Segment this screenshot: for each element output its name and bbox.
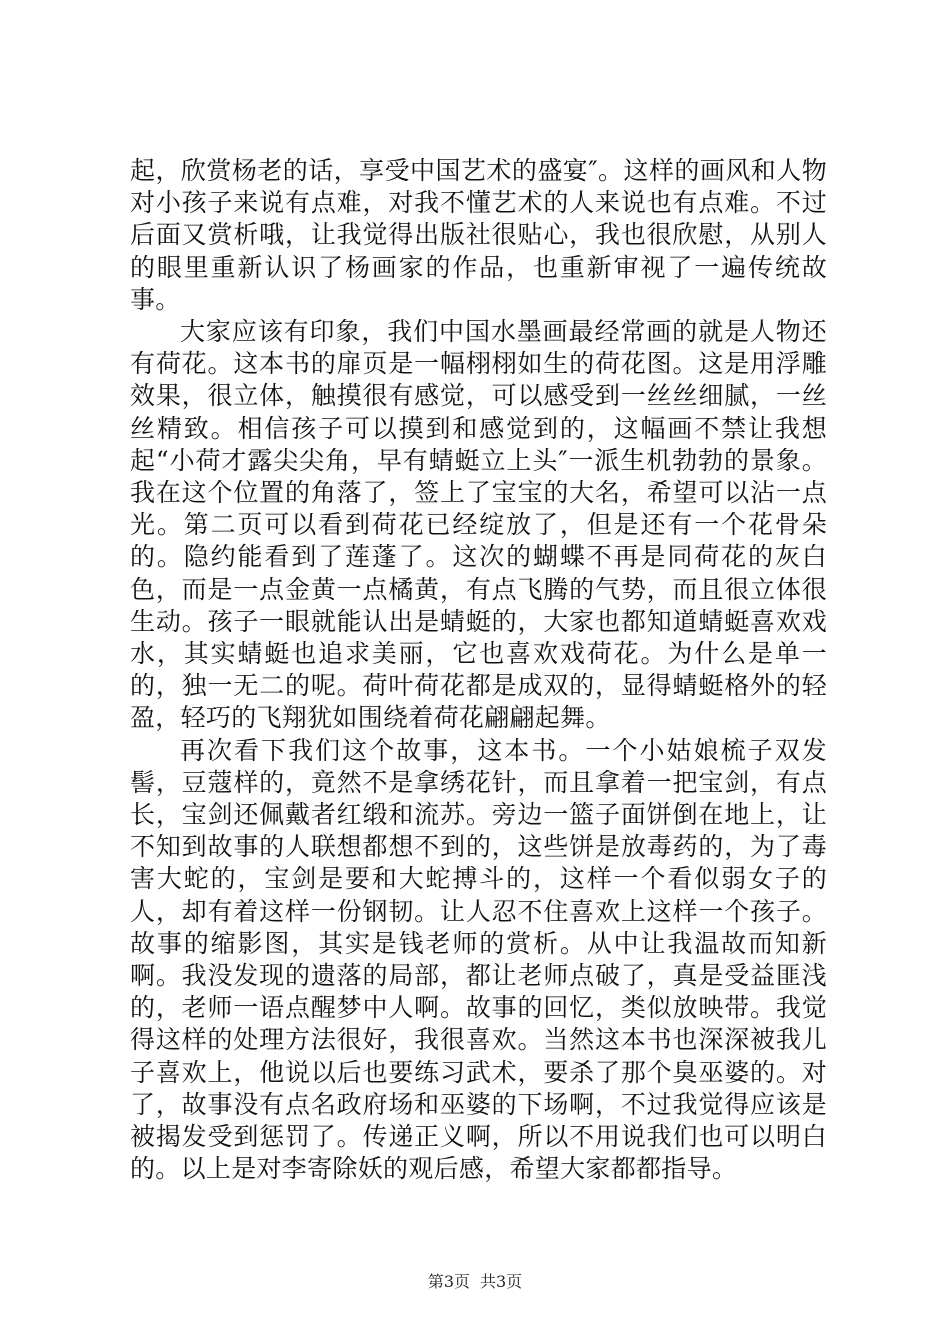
document-body <box>130 155 827 1186</box>
page-footer <box>0 1272 950 1292</box>
paragraph-story-review: 再次看下我们这个故事，这本书。一个小姑娘梳子双发髻，豆蔻样的，竟然不是拿绣花针，而且拿着一把宝剑，有点长，宝剑还佩戴者红缎和流苏。旁边一篮子面饼倒在地上，让不知到故事的人联想都想不到的，这些饼是放毒药的，为了毒害大蛇的，宝剑是要和大蛇搏斗的，这样一个看似弱女子的人，却有着这样一份钢韧。让人忍不住喜欢上这样一个孩子。故事的缩影图，其实是钱老师的赏析。从中让我温故而知新啊。我没发现的遗落的局部，都让老师点破了，真是受益匪浅的，老师一语点醒梦中人啊。故事的回忆，类似放映带。我觉得这样的处理方法很好，我很喜欢。当然这本书也深深被我儿子喜欢上，他说以后也要练习武术，要杀了那个臭巫婆的。对了，故事没有点名政府场和巫婆的下场啊，不过我觉得应该是被揭发受到惩罚了。传递正义啊，所以不用说我们也可以明白的。以上是对李寄除妖的观后感，希望大家都都指导。 <box>130 735 827 1184</box>
paragraph-lotus-illustration: 大家应该有印象，我们中国水墨画最经常画的就是人物还有荷花。这本书的扉页是一幅栩栩如生的荷花图。这是用浮雕效果，很立体，触摸很有感觉，可以感受到一丝丝细腻，一丝丝精致。相信孩子可以摸到和感觉到的，这幅画不禁让我想起“小荷才露尖尖角，早有蜻蜓立上头″一派生机勃勃的景象。我在这个位置的角落了，签上了宝宝的大名，希望可以沾一点光。第二页可以看到荷花已经绽放了，但是还有一个花骨朵的。隐约能看到了莲蓬了。这次的蝴蝶不再是同荷花的灰白色，而是一点金黄一点橘黄，有点飞腾的气势，而且很立体很生动。孩子一眼就能认出是蜻蜓的，大家也都知道蜻蜓喜欢戏水，其实蜻蜓也追求美丽，它也喜欢戏荷花。为什么是单一的，独一无二的呢。荷叶荷花都是成双的，显得蜻蜓格外的轻盈，轻巧的飞翔犹如围绕着荷花翩翩起舞。 <box>130 317 827 733</box>
paragraph-continuation: 起，欣赏杨老的话，享受中国艺术的盛宴″。这样的画风和人物对小孩子来说有点难，对我不懂艺术的人来说也有点难。不过后面又赏析哦，让我觉得出版社很贴心，我也很欣慰，从别人的眼里重新认识了杨画家的作品，也重新审视了一遍传统故事。 <box>130 156 827 314</box>
page-number: 第3页 <box>427 1272 470 1291</box>
page-total: 共3页 <box>480 1272 523 1291</box>
